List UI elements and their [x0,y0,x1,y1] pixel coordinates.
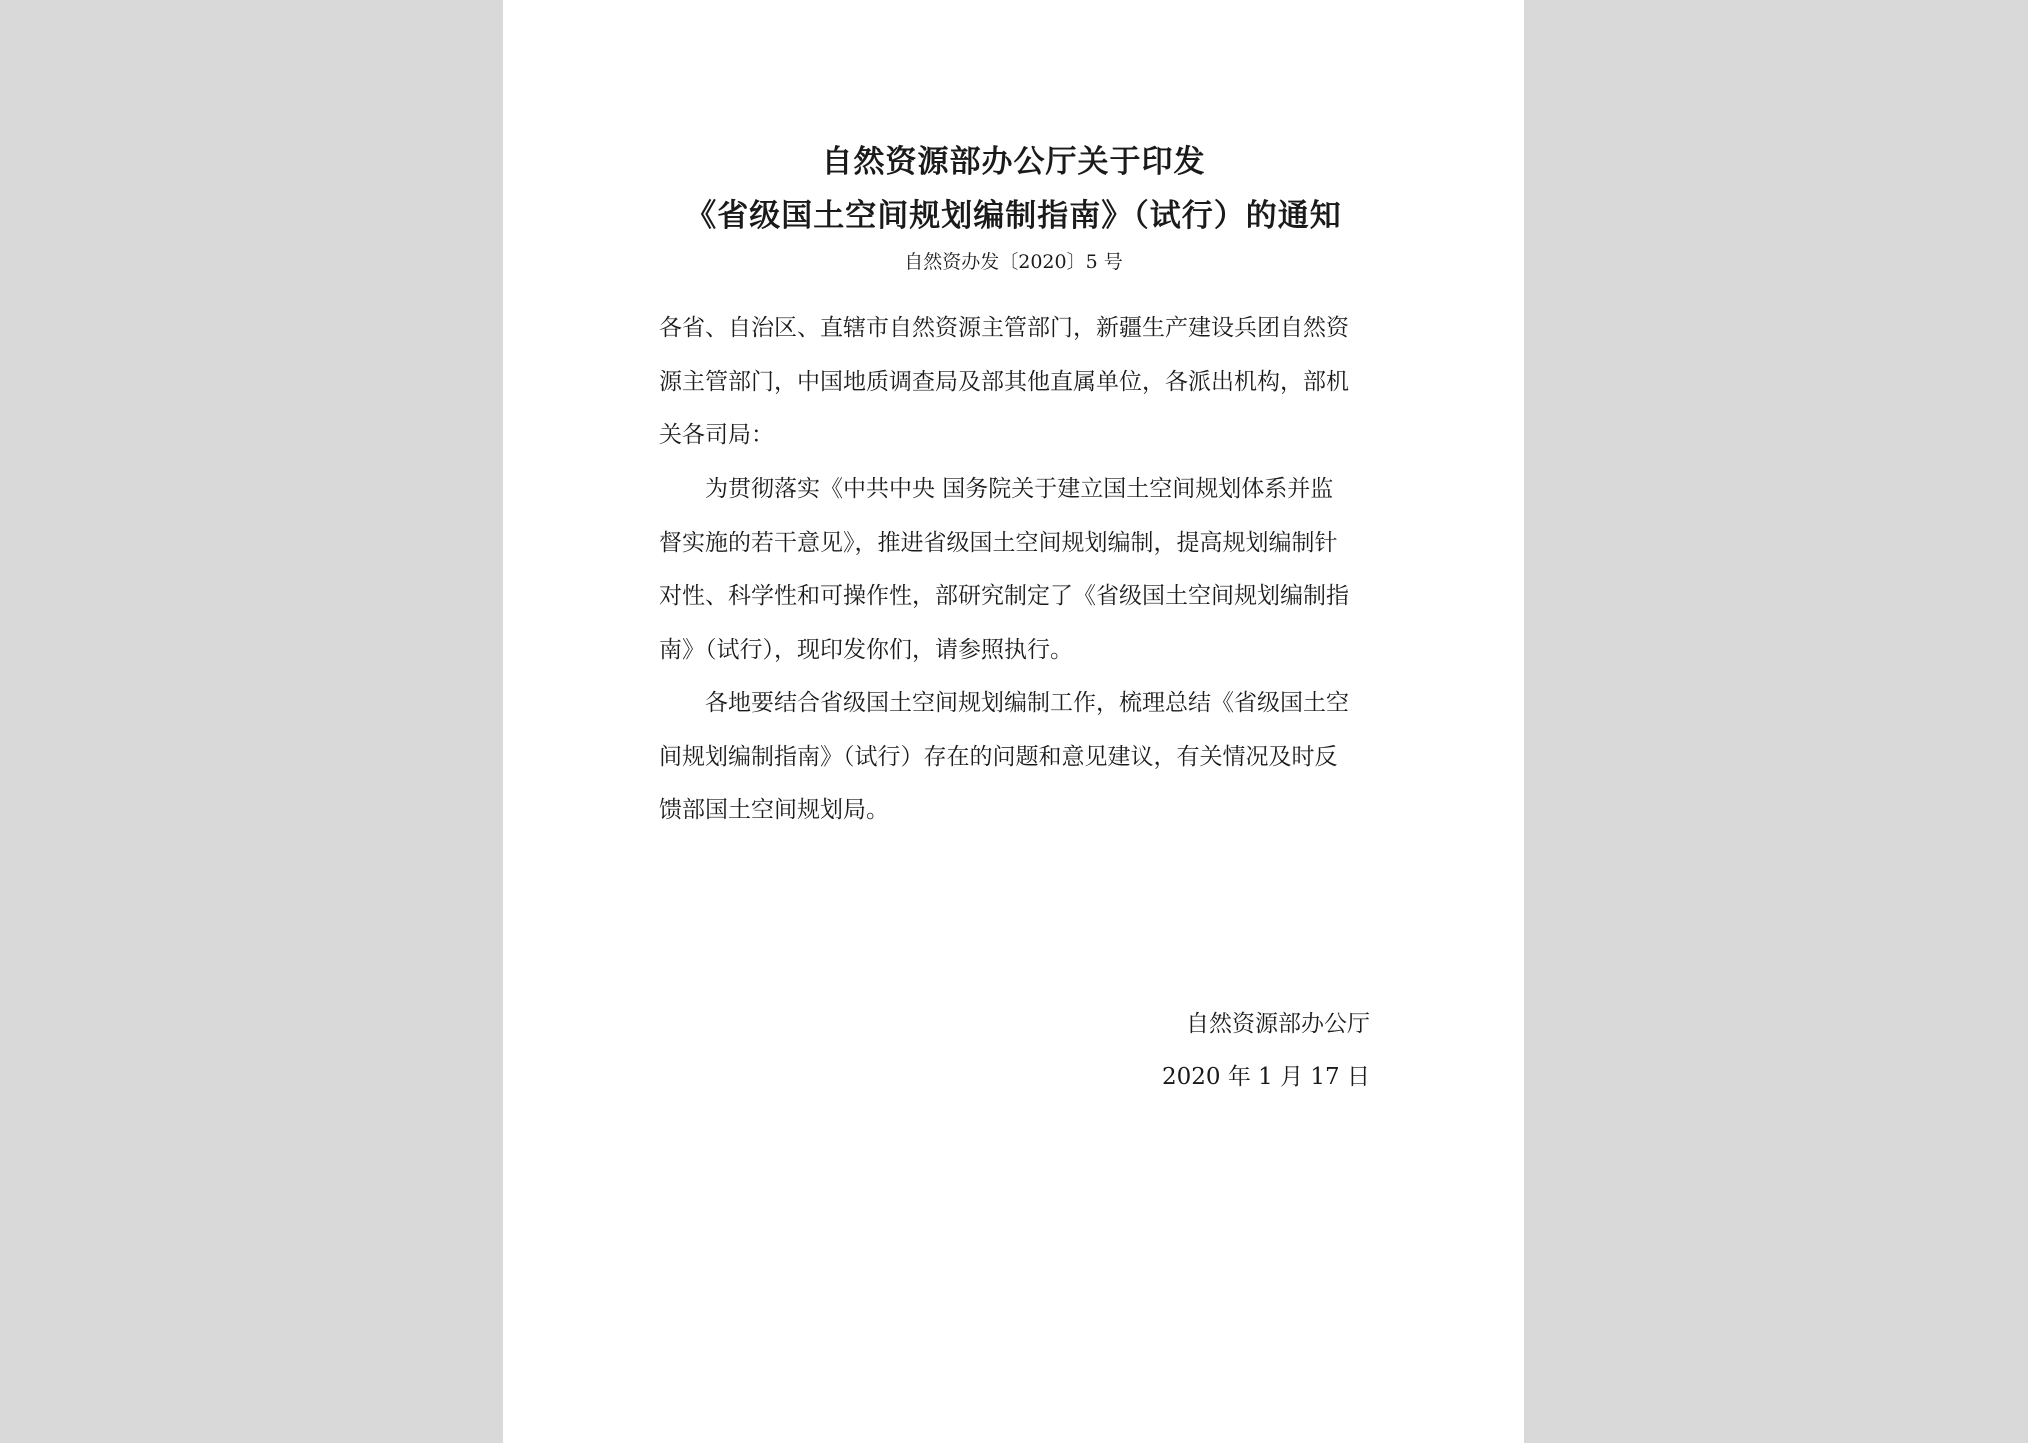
paragraph-line: 馈部国土空间规划局。 [659,797,889,823]
paragraph-2 [659,677,1375,838]
paragraph-line: 间规划编制指南》（试行）存在的问题和意见建议，有关情况及时反 [659,743,1338,770]
paragraph-line: 南》（试行），现印发你们，请参照执行。 [659,636,1073,663]
document-title-line-1: 自然资源部办公厅关于印发 [821,144,1206,180]
addressee-line: 源主管部门，中国地质调查局及部其他直属单位，各派出机构，部机 [659,368,1349,395]
document-title-line-2: 《省级国土空间规划编制指南》（试行）的通知 [685,198,1342,234]
addressee-block [659,302,1375,463]
paragraph-1 [659,463,1375,677]
paragraph-line: 督实施的若干意见》，推进省级国土空间规划编制，提高规划编制针 [659,529,1338,556]
addressee-line: 各省、自治区、直辖市自然资源主管部门，新疆生产建设兵团自然资 [659,315,1349,341]
paragraph-line: 对性、科学性和可操作性，部研究制定了《省级国土空间规划编制指 [659,583,1349,609]
paragraph-line: 为贯彻落实《中共中央 国务院关于建立国土空间规划体系并监 [705,476,1334,502]
addressee-line: 关各司局： [659,422,774,448]
document-page [503,0,1524,1443]
signature-organization: 自然资源部办公厅 [1186,1011,1370,1037]
signature-date: 2020 年 1 月 17 日 [1162,1064,1370,1090]
document-number: 自然资办发〔2020〕5 号 [904,251,1123,273]
paragraph-line: 各地要结合省级国土空间规划编制工作，梳理总结《省级国土空 [705,690,1349,716]
